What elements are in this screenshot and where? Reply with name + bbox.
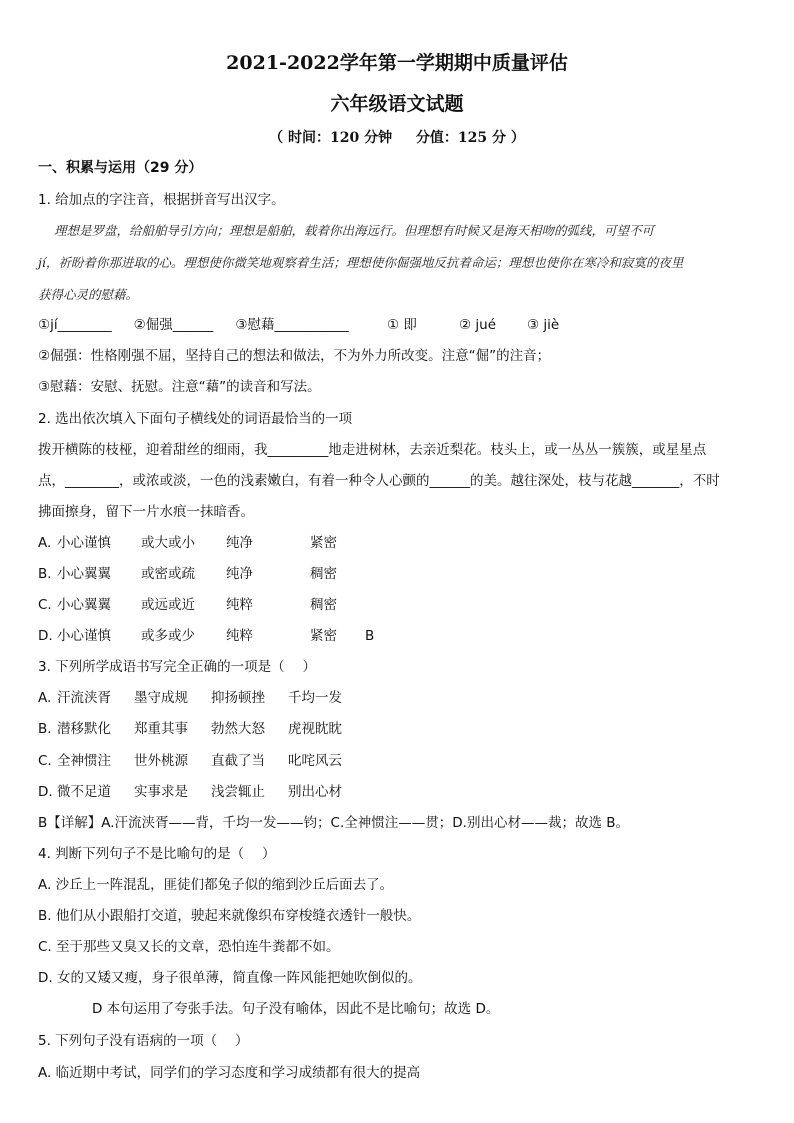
option-label: C. (38, 753, 52, 769)
option-choice: 紧密 (310, 628, 337, 644)
q1-passage-line-1: 理想是罗盘，给船舶导引方向；理想是船舶，载着你出海远行。但理想有时候又是海天相吻的弧线，可望不可 (54, 223, 655, 238)
option-choice: 叱咤风云 (288, 753, 342, 769)
q4-explanation: D 本句运用了夸张手法。句子没有喻体，因此不是比喻句；故选 D。 (92, 1001, 500, 1017)
option-choice: 墨守成规 (134, 690, 188, 706)
option-choice: 小心谨慎 (57, 628, 111, 644)
option-choice: 稠密 (310, 566, 337, 582)
q1-blanks: ①jí________ ②倔强______ ③慰藉___________ (38, 317, 349, 333)
option-choice: 直截了当 (211, 753, 265, 769)
section-heading: 一、积累与运用（29 分） (38, 160, 203, 176)
option-choice: 全神惯注 (57, 753, 111, 769)
option-choice: 郑重其事 (134, 721, 188, 737)
q4-option-d: D. 女的又矮又瘦，身子很单薄，简直像一阵风能把她吹倒似的。 (38, 970, 422, 986)
q2-text-line-1: 拨开横陈的枝桠，迎着甜丝的细雨，我_________地走进树林，去亲近梨花。枝头上，或一丛丛一簇簇，或星星点 (38, 442, 707, 458)
option-choice: 微不足道 (57, 784, 111, 800)
option-label: B. (38, 721, 52, 737)
q1-answer-1: ① 即 (387, 317, 417, 333)
q2-answer: B (365, 628, 375, 644)
option-choice: 紧密 (310, 535, 337, 551)
q4-option-b: B. 他们从小跟船打交道，驶起来就像织布穿梭缝衣透针一般快。 (38, 908, 421, 924)
q1-answer-2: ② jué (459, 317, 497, 333)
option-choice: 浅尝辄止 (211, 784, 265, 800)
option-choice: 世外桃源 (134, 753, 188, 769)
option-label: A. (38, 690, 52, 706)
option-label: A. (38, 535, 52, 551)
exam-meta: （ 时间：120 分钟 分值：125 分 ） (269, 130, 525, 146)
option-label: D. (38, 784, 53, 800)
option-choice: 小心翼翼 (57, 566, 111, 582)
q1-note-1: ②倔强：性格刚强不屈，坚持自己的想法和做法，不为外力所改变。注意“倔”的注音； (38, 348, 551, 364)
option-label: B. (38, 566, 52, 582)
exam-title: 2021-2022学年第一学期期中质量评估 (226, 52, 568, 74)
q2-prompt: 2. 选出依次填入下面句子横线处的词语最恰当的一项 (38, 411, 353, 427)
option-choice: 勃然大怒 (211, 721, 265, 737)
q2-text-line-2: 点，________，或浓或淡，一色的浅素嫩白，有着一种令人心颤的______的美。越往深处，枝与花越_______，不时 (38, 473, 720, 489)
option-choice: 或远或近 (141, 597, 195, 613)
option-choice: 别出心材 (288, 784, 342, 800)
option-choice: 潜移默化 (57, 721, 111, 737)
q2-text-line-3: 拂面擦身，留下一片水痕一抹暗香。 (38, 504, 254, 520)
option-choice: 纯净 (226, 566, 253, 582)
option-label: D. (38, 628, 53, 644)
q1-passage-line-3: 获得心灵的慰藉。 (38, 287, 139, 302)
option-choice: 千均一发 (288, 690, 342, 706)
option-choice: 或大或小 (141, 535, 195, 551)
option-choice: 纯粹 (226, 628, 253, 644)
q4-option-c: C. 至于那些又臭又长的文章，恐怕连牛粪都不如。 (38, 939, 340, 955)
q3-explanation: B【详解】A.汗流浃胥——背，千均一发——钧；C.全神惯注——贯；D.别出心材——裁；故选 B。 (38, 815, 630, 831)
option-choice: 纯粹 (226, 597, 253, 613)
option-choice: 实事求是 (134, 784, 188, 800)
q1-note-2: ③慰藉：安慰、抚慰。注意“藉”的读音和写法。 (38, 379, 321, 395)
q1-passage-line-2: jí，祈盼着你那进取的心。理想使你微笑地观察着生活；理想使你倔强地反抗着命运；理想也使你在寒冷和寂寞的夜里 (38, 255, 684, 270)
q1-prompt: 1. 给加点的字注音，根据拼音写出汉字。 (38, 192, 285, 208)
option-choice: 虎视眈眈 (288, 721, 342, 737)
q4-option-a: A. 沙丘上一阵混乱，匪徒们都兔子似的缩到沙丘后面去了。 (38, 877, 394, 893)
option-choice: 抑扬顿挫 (211, 690, 265, 706)
q3-prompt: 3. 下列所学成语书写完全正确的一项是（ ） (38, 659, 316, 675)
q4-prompt: 4. 判断下列句子不是比喻句的是（ ） (38, 846, 276, 862)
exam-subtitle: 六年级语文试题 (330, 93, 464, 115)
q1-answer-3: ③ jiè (527, 317, 560, 333)
option-choice: 或多或少 (141, 628, 195, 644)
option-choice: 小心谨慎 (57, 535, 111, 551)
option-choice: 小心翼翼 (57, 597, 111, 613)
q5-prompt: 5. 下列句子没有语病的一项（ ） (38, 1033, 249, 1049)
option-choice: 稠密 (310, 597, 337, 613)
option-choice: 汗流浃胥 (57, 690, 111, 706)
option-choice: 或密或疏 (141, 566, 195, 582)
option-choice: 纯净 (226, 535, 253, 551)
q5-option-a: A. 临近期中考试，同学们的学习态度和学习成绩都有很大的提高 (38, 1065, 421, 1081)
option-label: C. (38, 597, 52, 613)
